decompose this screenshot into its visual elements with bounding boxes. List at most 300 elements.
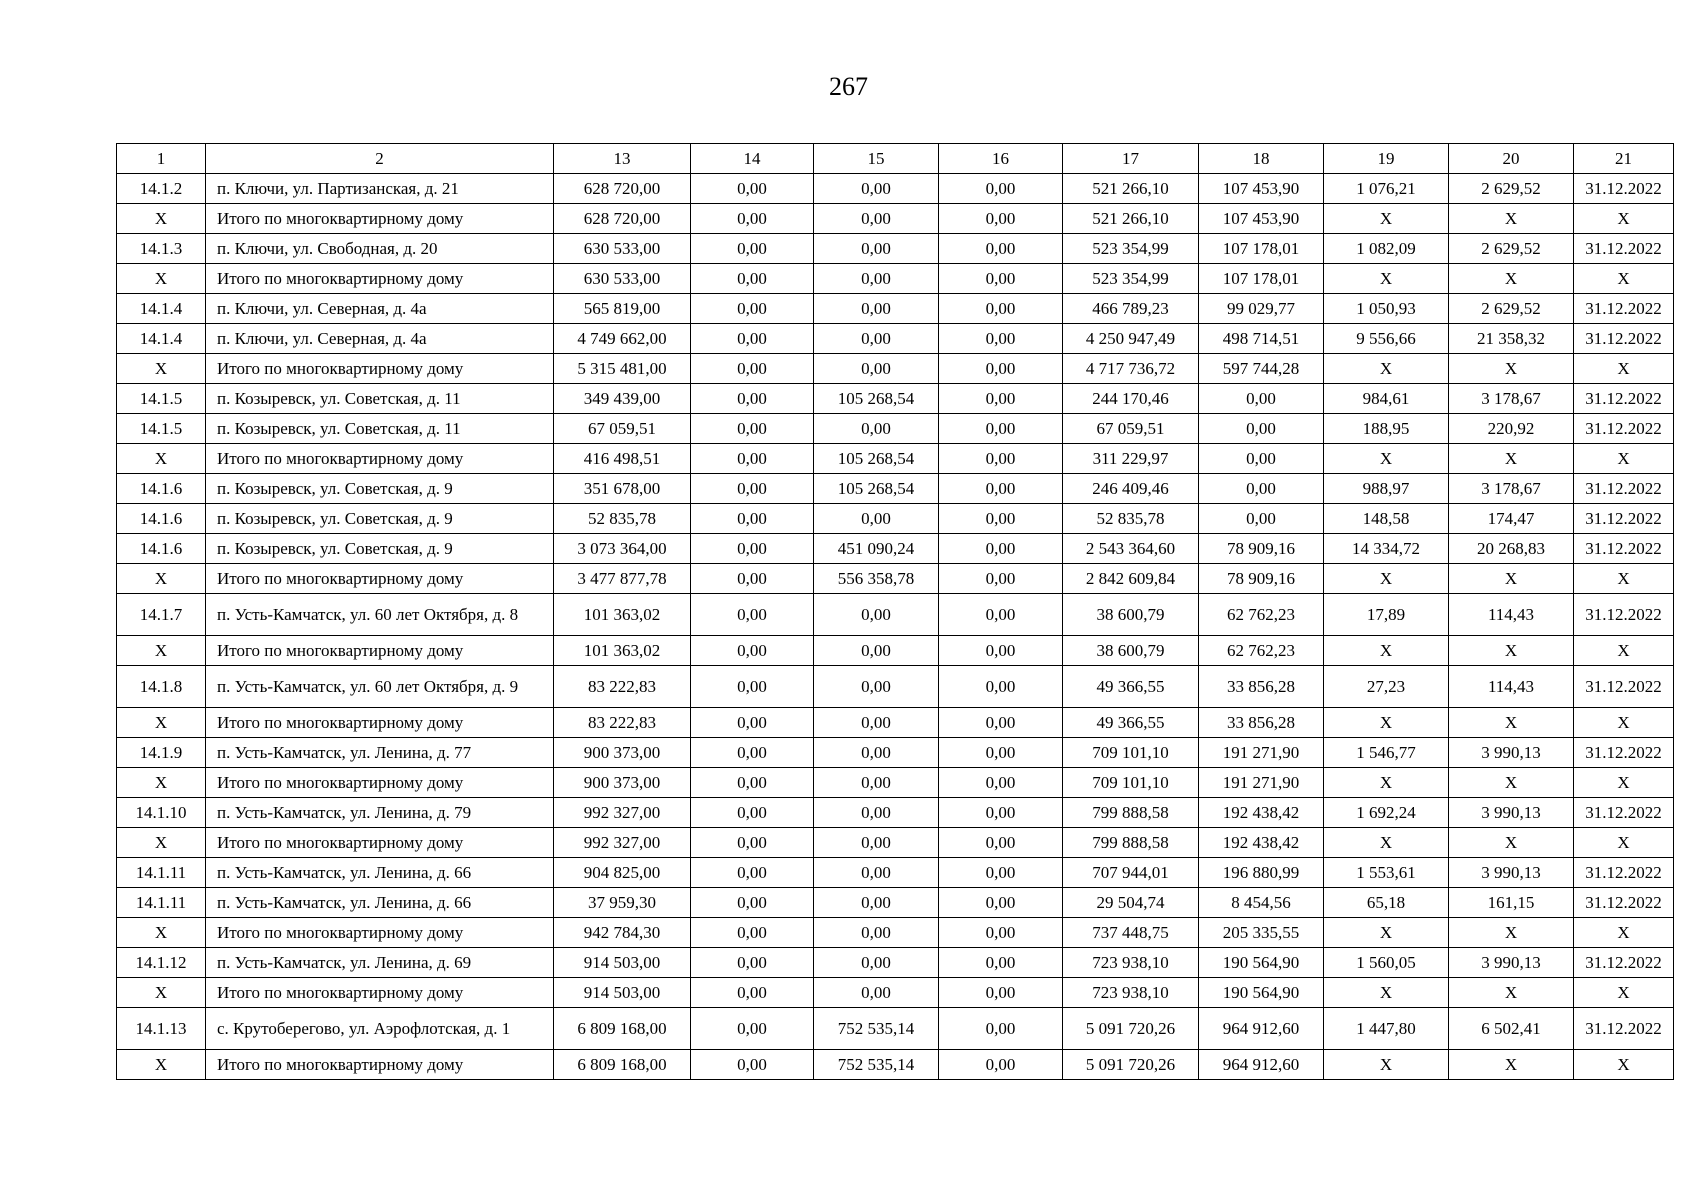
value-cell: 0,00 bbox=[939, 888, 1063, 918]
value-cell: X bbox=[1324, 444, 1449, 474]
value-cell: 8 454,56 bbox=[1199, 888, 1324, 918]
value-cell: 0,00 bbox=[691, 768, 814, 798]
address-cell: п. Усть-Камчатск, ул. Ленина, д. 69 bbox=[206, 948, 554, 978]
value-cell: 38 600,79 bbox=[1063, 636, 1199, 666]
column-header: 16 bbox=[939, 144, 1063, 174]
value-cell: X bbox=[1449, 444, 1574, 474]
value-cell: 67 059,51 bbox=[554, 414, 691, 444]
row-number-cell: 14.1.4 bbox=[117, 324, 206, 354]
value-cell: X bbox=[1574, 978, 1674, 1008]
value-cell: 900 373,00 bbox=[554, 738, 691, 768]
value-cell: 0,00 bbox=[939, 978, 1063, 1008]
value-cell: 0,00 bbox=[691, 204, 814, 234]
value-cell: 0,00 bbox=[939, 534, 1063, 564]
value-cell: 0,00 bbox=[691, 234, 814, 264]
value-cell: 31.12.2022 bbox=[1574, 666, 1674, 708]
value-cell: X bbox=[1324, 828, 1449, 858]
row-number-cell: 14.1.7 bbox=[117, 594, 206, 636]
value-cell: 914 503,00 bbox=[554, 948, 691, 978]
address-cell: Итого по многоквартирному дому bbox=[206, 768, 554, 798]
table-row bbox=[117, 1008, 1674, 1050]
value-cell: 0,00 bbox=[814, 174, 939, 204]
value-cell: 0,00 bbox=[814, 768, 939, 798]
row-number-cell: 14.1.5 bbox=[117, 384, 206, 414]
value-cell: 630 533,00 bbox=[554, 234, 691, 264]
value-cell: 62 762,23 bbox=[1199, 594, 1324, 636]
table-row bbox=[117, 204, 1674, 234]
value-cell: 101 363,02 bbox=[554, 636, 691, 666]
value-cell: 6 809 168,00 bbox=[554, 1008, 691, 1050]
table-row bbox=[117, 324, 1674, 354]
row-number-cell: 14.1.11 bbox=[117, 888, 206, 918]
value-cell: 31.12.2022 bbox=[1574, 384, 1674, 414]
value-cell: 628 720,00 bbox=[554, 174, 691, 204]
value-cell: 0,00 bbox=[691, 534, 814, 564]
address-cell: Итого по многоквартирному дому bbox=[206, 564, 554, 594]
row-number-cell: X bbox=[117, 978, 206, 1008]
value-cell: 0,00 bbox=[814, 828, 939, 858]
address-cell: п. Козыревск, ул. Советская, д. 11 bbox=[206, 384, 554, 414]
value-cell: 984,61 bbox=[1324, 384, 1449, 414]
value-cell: 78 909,16 bbox=[1199, 534, 1324, 564]
table-row bbox=[117, 978, 1674, 1008]
value-cell: 38 600,79 bbox=[1063, 594, 1199, 636]
table-row bbox=[117, 354, 1674, 384]
value-cell: 246 409,46 bbox=[1063, 474, 1199, 504]
address-cell: п. Козыревск, ул. Советская, д. 9 bbox=[206, 534, 554, 564]
table-row bbox=[117, 264, 1674, 294]
table-row bbox=[117, 174, 1674, 204]
value-cell: 0,00 bbox=[691, 828, 814, 858]
value-cell: 33 856,28 bbox=[1199, 708, 1324, 738]
address-cell: Итого по многоквартирному дому bbox=[206, 828, 554, 858]
row-number-cell: X bbox=[117, 768, 206, 798]
value-cell: 20 268,83 bbox=[1449, 534, 1574, 564]
value-cell: 0,00 bbox=[1199, 504, 1324, 534]
row-number-cell: 14.1.4 bbox=[117, 294, 206, 324]
value-cell: 351 678,00 bbox=[554, 474, 691, 504]
value-cell: 0,00 bbox=[814, 978, 939, 1008]
address-cell: п. Усть-Камчатск, ул. Ленина, д. 79 bbox=[206, 798, 554, 828]
value-cell: 31.12.2022 bbox=[1574, 504, 1674, 534]
value-cell: 5 091 720,26 bbox=[1063, 1050, 1199, 1080]
value-cell: 0,00 bbox=[939, 174, 1063, 204]
value-cell: 107 178,01 bbox=[1199, 234, 1324, 264]
value-cell: 101 363,02 bbox=[554, 594, 691, 636]
value-cell: 52 835,78 bbox=[554, 504, 691, 534]
row-number-cell: 14.1.6 bbox=[117, 504, 206, 534]
value-cell: 107 453,90 bbox=[1199, 204, 1324, 234]
value-cell: 5 091 720,26 bbox=[1063, 1008, 1199, 1050]
row-number-cell: 14.1.2 bbox=[117, 174, 206, 204]
address-cell: Итого по многоквартирному дому bbox=[206, 978, 554, 1008]
address-cell: п. Ключи, ул. Партизанская, д. 21 bbox=[206, 174, 554, 204]
table-row bbox=[117, 414, 1674, 444]
value-cell: X bbox=[1449, 768, 1574, 798]
row-number-cell: 14.1.9 bbox=[117, 738, 206, 768]
value-cell: 0,00 bbox=[939, 708, 1063, 738]
address-cell: п. Усть-Камчатск, ул. Ленина, д. 77 bbox=[206, 738, 554, 768]
value-cell: 0,00 bbox=[814, 594, 939, 636]
value-cell: 114,43 bbox=[1449, 594, 1574, 636]
value-cell: X bbox=[1574, 564, 1674, 594]
value-cell: 900 373,00 bbox=[554, 768, 691, 798]
value-cell: 31.12.2022 bbox=[1574, 948, 1674, 978]
value-cell: X bbox=[1449, 354, 1574, 384]
value-cell: X bbox=[1449, 636, 1574, 666]
value-cell: 0,00 bbox=[691, 738, 814, 768]
value-cell: 1 692,24 bbox=[1324, 798, 1449, 828]
value-cell: X bbox=[1324, 768, 1449, 798]
value-cell: 31.12.2022 bbox=[1574, 798, 1674, 828]
row-number-cell: 14.1.10 bbox=[117, 798, 206, 828]
row-number-cell: 14.1.6 bbox=[117, 474, 206, 504]
value-cell: 192 438,42 bbox=[1199, 828, 1324, 858]
value-cell: 709 101,10 bbox=[1063, 738, 1199, 768]
value-cell: 0,00 bbox=[939, 594, 1063, 636]
address-cell: п. Козыревск, ул. Советская, д. 11 bbox=[206, 414, 554, 444]
value-cell: 523 354,99 bbox=[1063, 264, 1199, 294]
value-cell: 0,00 bbox=[939, 354, 1063, 384]
value-cell: 597 744,28 bbox=[1199, 354, 1324, 384]
value-cell: 83 222,83 bbox=[554, 708, 691, 738]
address-cell: п. Ключи, ул. Северная, д. 4а bbox=[206, 294, 554, 324]
value-cell: 205 335,55 bbox=[1199, 918, 1324, 948]
value-cell: X bbox=[1574, 204, 1674, 234]
table-row bbox=[117, 294, 1674, 324]
address-cell: п. Ключи, ул. Свободная, д. 20 bbox=[206, 234, 554, 264]
value-cell: 0,00 bbox=[691, 354, 814, 384]
value-cell: 0,00 bbox=[691, 948, 814, 978]
value-cell: 707 944,01 bbox=[1063, 858, 1199, 888]
value-cell: 0,00 bbox=[691, 918, 814, 948]
value-cell: 5 315 481,00 bbox=[554, 354, 691, 384]
value-cell: 466 789,23 bbox=[1063, 294, 1199, 324]
value-cell: 31.12.2022 bbox=[1574, 174, 1674, 204]
value-cell: 992 327,00 bbox=[554, 828, 691, 858]
value-cell: X bbox=[1324, 918, 1449, 948]
table-row bbox=[117, 636, 1674, 666]
value-cell: 49 366,55 bbox=[1063, 708, 1199, 738]
value-cell: 416 498,51 bbox=[554, 444, 691, 474]
value-cell: 0,00 bbox=[939, 1008, 1063, 1050]
value-cell: 21 358,32 bbox=[1449, 324, 1574, 354]
table-row bbox=[117, 708, 1674, 738]
address-cell: Итого по многоквартирному дому bbox=[206, 264, 554, 294]
value-cell: 33 856,28 bbox=[1199, 666, 1324, 708]
value-cell: 498 714,51 bbox=[1199, 324, 1324, 354]
address-cell: п. Козыревск, ул. Советская, д. 9 bbox=[206, 504, 554, 534]
value-cell: X bbox=[1324, 1050, 1449, 1080]
value-cell: 0,00 bbox=[814, 504, 939, 534]
value-cell: 1 076,21 bbox=[1324, 174, 1449, 204]
value-cell: 0,00 bbox=[939, 828, 1063, 858]
value-cell: 1 546,77 bbox=[1324, 738, 1449, 768]
value-cell: 3 178,67 bbox=[1449, 384, 1574, 414]
value-cell: 0,00 bbox=[691, 564, 814, 594]
value-cell: 0,00 bbox=[939, 1050, 1063, 1080]
value-cell: 31.12.2022 bbox=[1574, 858, 1674, 888]
column-header: 20 bbox=[1449, 144, 1574, 174]
column-header: 18 bbox=[1199, 144, 1324, 174]
value-cell: 521 266,10 bbox=[1063, 174, 1199, 204]
value-cell: 0,00 bbox=[814, 888, 939, 918]
address-cell: Итого по многоквартирному дому bbox=[206, 636, 554, 666]
value-cell: 78 909,16 bbox=[1199, 564, 1324, 594]
address-cell: Итого по многоквартирному дому bbox=[206, 204, 554, 234]
value-cell: 188,95 bbox=[1324, 414, 1449, 444]
value-cell: 31.12.2022 bbox=[1574, 534, 1674, 564]
value-cell: 799 888,58 bbox=[1063, 828, 1199, 858]
value-cell: 31.12.2022 bbox=[1574, 738, 1674, 768]
value-cell: 0,00 bbox=[691, 1008, 814, 1050]
value-cell: 0,00 bbox=[691, 414, 814, 444]
value-cell: 0,00 bbox=[691, 636, 814, 666]
table-row bbox=[117, 918, 1674, 948]
value-cell: 65,18 bbox=[1324, 888, 1449, 918]
value-cell: 17,89 bbox=[1324, 594, 1449, 636]
address-cell: п. Усть-Камчатск, ул. 60 лет Октября, д. 8 bbox=[206, 594, 554, 636]
row-number-cell: X bbox=[117, 918, 206, 948]
table-row bbox=[117, 504, 1674, 534]
value-cell: 31.12.2022 bbox=[1574, 294, 1674, 324]
address-cell: п. Ключи, ул. Северная, д. 4а bbox=[206, 324, 554, 354]
value-cell: X bbox=[1324, 564, 1449, 594]
table-row bbox=[117, 474, 1674, 504]
value-cell: 0,00 bbox=[691, 264, 814, 294]
value-cell: 799 888,58 bbox=[1063, 798, 1199, 828]
row-number-cell: 14.1.5 bbox=[117, 414, 206, 444]
value-cell: X bbox=[1449, 204, 1574, 234]
value-cell: 244 170,46 bbox=[1063, 384, 1199, 414]
value-cell: 0,00 bbox=[814, 264, 939, 294]
row-number-cell: X bbox=[117, 264, 206, 294]
row-number-cell: 14.1.11 bbox=[117, 858, 206, 888]
table-row bbox=[117, 594, 1674, 636]
row-number-cell: X bbox=[117, 828, 206, 858]
value-cell: 196 880,99 bbox=[1199, 858, 1324, 888]
value-cell: 148,58 bbox=[1324, 504, 1449, 534]
value-cell: 2 629,52 bbox=[1449, 174, 1574, 204]
value-cell: 31.12.2022 bbox=[1574, 594, 1674, 636]
value-cell: 0,00 bbox=[691, 666, 814, 708]
value-cell: 3 477 877,78 bbox=[554, 564, 691, 594]
table-row bbox=[117, 738, 1674, 768]
table-row bbox=[117, 384, 1674, 414]
value-cell: 0,00 bbox=[939, 234, 1063, 264]
value-cell: X bbox=[1324, 354, 1449, 384]
value-cell: 107 453,90 bbox=[1199, 174, 1324, 204]
value-cell: 0,00 bbox=[939, 204, 1063, 234]
value-cell: X bbox=[1574, 1050, 1674, 1080]
value-cell: X bbox=[1574, 264, 1674, 294]
value-cell: 0,00 bbox=[691, 708, 814, 738]
value-cell: 0,00 bbox=[939, 444, 1063, 474]
value-cell: 192 438,42 bbox=[1199, 798, 1324, 828]
table-row bbox=[117, 564, 1674, 594]
address-cell: п. Усть-Камчатск, ул. 60 лет Октября, д. 9 bbox=[206, 666, 554, 708]
value-cell: X bbox=[1574, 828, 1674, 858]
value-cell: 31.12.2022 bbox=[1574, 234, 1674, 264]
value-cell: 107 178,01 bbox=[1199, 264, 1324, 294]
table-row bbox=[117, 444, 1674, 474]
value-cell: 0,00 bbox=[814, 708, 939, 738]
value-cell: 0,00 bbox=[814, 354, 939, 384]
value-cell: 190 564,90 bbox=[1199, 948, 1324, 978]
value-cell: 349 439,00 bbox=[554, 384, 691, 414]
data-table bbox=[116, 143, 1674, 1080]
value-cell: X bbox=[1574, 708, 1674, 738]
row-number-cell: X bbox=[117, 636, 206, 666]
column-header: 17 bbox=[1063, 144, 1199, 174]
table-row bbox=[117, 858, 1674, 888]
address-cell: Итого по многоквартирному дому bbox=[206, 1050, 554, 1080]
table-row bbox=[117, 798, 1674, 828]
value-cell: 1 560,05 bbox=[1324, 948, 1449, 978]
value-cell: 27,23 bbox=[1324, 666, 1449, 708]
value-cell: 630 533,00 bbox=[554, 264, 691, 294]
value-cell: 0,00 bbox=[939, 474, 1063, 504]
value-cell: 752 535,14 bbox=[814, 1050, 939, 1080]
value-cell: 67 059,51 bbox=[1063, 414, 1199, 444]
value-cell: 62 762,23 bbox=[1199, 636, 1324, 666]
row-number-cell: 14.1.8 bbox=[117, 666, 206, 708]
row-number-cell: X bbox=[117, 1050, 206, 1080]
value-cell: X bbox=[1449, 708, 1574, 738]
value-cell: X bbox=[1449, 1050, 1574, 1080]
value-cell: 709 101,10 bbox=[1063, 768, 1199, 798]
value-cell: 0,00 bbox=[814, 414, 939, 444]
value-cell: 49 366,55 bbox=[1063, 666, 1199, 708]
value-cell: 0,00 bbox=[691, 294, 814, 324]
value-cell: 0,00 bbox=[691, 594, 814, 636]
value-cell: 190 564,90 bbox=[1199, 978, 1324, 1008]
value-cell: 0,00 bbox=[1199, 414, 1324, 444]
value-cell: 37 959,30 bbox=[554, 888, 691, 918]
row-number-cell: 14.1.13 bbox=[117, 1008, 206, 1050]
address-cell: п. Усть-Камчатск, ул. Ленина, д. 66 bbox=[206, 888, 554, 918]
value-cell: 988,97 bbox=[1324, 474, 1449, 504]
value-cell: 31.12.2022 bbox=[1574, 888, 1674, 918]
value-cell: 0,00 bbox=[939, 798, 1063, 828]
value-cell: 0,00 bbox=[939, 384, 1063, 414]
column-header: 15 bbox=[814, 144, 939, 174]
value-cell: 451 090,24 bbox=[814, 534, 939, 564]
value-cell: 0,00 bbox=[939, 666, 1063, 708]
column-header: 13 bbox=[554, 144, 691, 174]
value-cell: 0,00 bbox=[939, 768, 1063, 798]
value-cell: 723 938,10 bbox=[1063, 948, 1199, 978]
value-cell: 723 938,10 bbox=[1063, 978, 1199, 1008]
value-cell: 964 912,60 bbox=[1199, 1050, 1324, 1080]
value-cell: 0,00 bbox=[814, 948, 939, 978]
row-number-cell: X bbox=[117, 444, 206, 474]
value-cell: 0,00 bbox=[691, 474, 814, 504]
value-cell: X bbox=[1324, 204, 1449, 234]
value-cell: 0,00 bbox=[814, 798, 939, 828]
value-cell: 0,00 bbox=[691, 978, 814, 1008]
value-cell: X bbox=[1574, 918, 1674, 948]
value-cell: 0,00 bbox=[1199, 384, 1324, 414]
value-cell: X bbox=[1574, 354, 1674, 384]
value-cell: 31.12.2022 bbox=[1574, 1008, 1674, 1050]
value-cell: 220,92 bbox=[1449, 414, 1574, 444]
value-cell: X bbox=[1449, 564, 1574, 594]
value-cell: 2 543 364,60 bbox=[1063, 534, 1199, 564]
table-row bbox=[117, 828, 1674, 858]
value-cell: 114,43 bbox=[1449, 666, 1574, 708]
value-cell: 0,00 bbox=[814, 324, 939, 354]
row-number-cell: X bbox=[117, 204, 206, 234]
value-cell: 3 073 364,00 bbox=[554, 534, 691, 564]
value-cell: 0,00 bbox=[939, 738, 1063, 768]
value-cell: 2 629,52 bbox=[1449, 234, 1574, 264]
value-cell: 0,00 bbox=[939, 294, 1063, 324]
value-cell: 523 354,99 bbox=[1063, 234, 1199, 264]
value-cell: 0,00 bbox=[691, 1050, 814, 1080]
value-cell: 2 629,52 bbox=[1449, 294, 1574, 324]
address-cell: Итого по многоквартирному дому bbox=[206, 918, 554, 948]
page-number: 267 bbox=[829, 72, 868, 101]
value-cell: 0,00 bbox=[814, 666, 939, 708]
value-cell: 0,00 bbox=[691, 324, 814, 354]
value-cell: 105 268,54 bbox=[814, 384, 939, 414]
address-cell: п. Усть-Камчатск, ул. Ленина, д. 66 bbox=[206, 858, 554, 888]
address-cell: Итого по многоквартирному дому bbox=[206, 444, 554, 474]
value-cell: 0,00 bbox=[691, 174, 814, 204]
value-cell: 0,00 bbox=[814, 204, 939, 234]
value-cell: 0,00 bbox=[691, 444, 814, 474]
row-number-cell: X bbox=[117, 354, 206, 384]
table-row bbox=[117, 666, 1674, 708]
value-cell: 0,00 bbox=[939, 948, 1063, 978]
value-cell: 2 842 609,84 bbox=[1063, 564, 1199, 594]
value-cell: 914 503,00 bbox=[554, 978, 691, 1008]
value-cell: 105 268,54 bbox=[814, 474, 939, 504]
table-row bbox=[117, 534, 1674, 564]
value-cell: X bbox=[1324, 978, 1449, 1008]
value-cell: 752 535,14 bbox=[814, 1008, 939, 1050]
value-cell: 628 720,00 bbox=[554, 204, 691, 234]
value-cell: X bbox=[1324, 708, 1449, 738]
value-cell: 191 271,90 bbox=[1199, 768, 1324, 798]
value-cell: 0,00 bbox=[1199, 474, 1324, 504]
value-cell: 31.12.2022 bbox=[1574, 324, 1674, 354]
value-cell: X bbox=[1324, 636, 1449, 666]
value-cell: 161,15 bbox=[1449, 888, 1574, 918]
row-number-cell: X bbox=[117, 564, 206, 594]
value-cell: X bbox=[1324, 264, 1449, 294]
value-cell: X bbox=[1449, 978, 1574, 1008]
value-cell: 1 050,93 bbox=[1324, 294, 1449, 324]
value-cell: 0,00 bbox=[939, 918, 1063, 948]
address-cell: Итого по многоквартирному дому bbox=[206, 354, 554, 384]
value-cell: 0,00 bbox=[939, 636, 1063, 666]
table-row bbox=[117, 234, 1674, 264]
value-cell: 4 250 947,49 bbox=[1063, 324, 1199, 354]
value-cell: 0,00 bbox=[691, 858, 814, 888]
value-cell: 0,00 bbox=[814, 234, 939, 264]
address-cell: с. Крутоберегово, ул. Аэрофлотская, д. 1 bbox=[206, 1008, 554, 1050]
value-cell: 0,00 bbox=[939, 504, 1063, 534]
value-cell: 0,00 bbox=[1199, 444, 1324, 474]
value-cell: 6 809 168,00 bbox=[554, 1050, 691, 1080]
row-number-cell: X bbox=[117, 708, 206, 738]
value-cell: X bbox=[1449, 828, 1574, 858]
value-cell: 0,00 bbox=[814, 636, 939, 666]
table-row bbox=[117, 948, 1674, 978]
value-cell: 311 229,97 bbox=[1063, 444, 1199, 474]
